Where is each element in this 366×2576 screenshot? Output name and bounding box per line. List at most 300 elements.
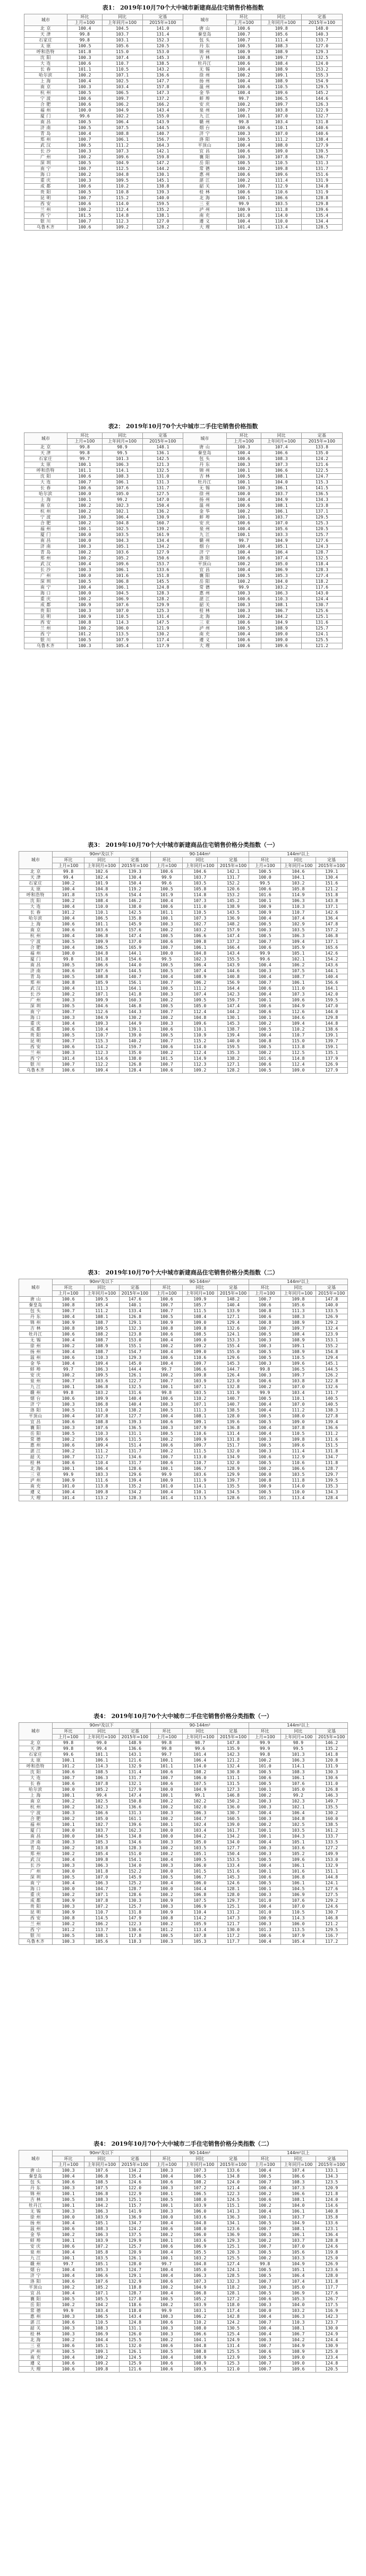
city-cell: 温 州 — [183, 503, 226, 509]
city-cell: 大 连 — [19, 1775, 53, 1781]
index-value: 104.7 — [84, 1886, 119, 1892]
index-value: 130.7 — [217, 1810, 249, 1816]
index-value: 106.6 — [281, 1466, 316, 1472]
city-cell: 广 州 — [24, 155, 67, 160]
index-value: 104.1 — [182, 2337, 217, 2343]
index-value: 124.2 — [119, 2226, 151, 2232]
index-value: 100.6 — [249, 1775, 281, 1781]
index-value: 100.2 — [226, 579, 261, 585]
index-value: 153.2 — [217, 892, 249, 898]
index-value: 129.3 — [217, 2238, 249, 2244]
index-value: 100.3 — [226, 462, 261, 468]
city-cell: 西 宁 — [19, 1056, 53, 1062]
index-value: 144.0 — [119, 963, 151, 968]
index-value: 132.3 — [217, 2279, 249, 2285]
index-value: 137.1 — [316, 904, 347, 910]
index-value: 151.0 — [119, 1851, 151, 1857]
index-value: 100.1 — [53, 1758, 84, 1764]
index-value: 100.3 — [53, 2209, 84, 2215]
city-cell: 金 华 — [19, 1361, 53, 1367]
index-value: 100.0 — [151, 2215, 183, 2221]
index-value: 145.3 — [217, 1361, 249, 1367]
index-value: 139.3 — [142, 190, 183, 195]
index-value: 99.4 — [53, 875, 84, 881]
table-row — [19, 1056, 347, 1062]
index-value: 101.4 — [151, 1495, 183, 1501]
index-value: 107.4 — [261, 445, 302, 450]
city-cell: 牡丹江 — [183, 61, 226, 67]
index-value: 100.6 — [53, 1770, 84, 1775]
table-row — [19, 1875, 347, 1881]
index-value: 109.7 — [102, 96, 142, 102]
table-row — [19, 1490, 347, 1495]
index-value: 108.1 — [261, 602, 302, 608]
index-value: 99.9 — [53, 1472, 84, 1478]
index-value: 106.1 — [102, 567, 142, 573]
index-value: 135.2 — [316, 1746, 347, 1752]
index-value: 109.1 — [84, 2349, 119, 2355]
index-value: 103.3 — [84, 1472, 119, 1478]
index-value: 108.9 — [261, 49, 302, 55]
index-value: 117.2 — [217, 1933, 249, 1939]
index-value: 125.3 — [217, 2361, 249, 2367]
table-row — [19, 1869, 347, 1875]
index-value: 103.5 — [84, 2256, 119, 2262]
city-cell: 洛 阳 — [183, 137, 226, 143]
index-value: 100.4 — [53, 1414, 84, 1419]
index-value: 105.5 — [182, 2250, 217, 2256]
table-row — [24, 643, 342, 649]
table-row — [19, 1775, 347, 1781]
index-value: 100.5 — [249, 2355, 281, 2361]
index-value: 109.7 — [261, 102, 302, 108]
table-row — [19, 2337, 347, 2343]
index-value: 100.5 — [67, 120, 102, 125]
index-value: 100.5 — [249, 1332, 281, 1338]
index-value: 106.6 — [261, 468, 302, 474]
index-value: 100.6 — [53, 2367, 84, 2373]
index-value: 100.5 — [53, 1004, 84, 1009]
index-value: 100.5 — [67, 160, 102, 166]
table-row — [24, 125, 342, 131]
index-value: 132.9 — [316, 1863, 347, 1869]
table-row — [19, 869, 347, 875]
table-row — [24, 219, 342, 225]
index-value: 104.9 — [84, 1015, 119, 1021]
index-value: 106.0 — [182, 2232, 217, 2238]
index-value: 153.0 — [316, 1857, 347, 1863]
index-value: 100.4 — [249, 2168, 281, 2174]
column-group-header: 环比 — [151, 1285, 183, 1291]
index-value: 100.2 — [151, 1437, 183, 1443]
index-value: 121.4 — [217, 2186, 249, 2191]
index-value: 100.1 — [53, 1793, 84, 1799]
index-value: 109.7 — [281, 1326, 316, 1332]
base-period-header: 2015年=100 — [119, 2162, 151, 2168]
index-value: 100.8 — [151, 1916, 183, 1922]
index-value: 104.9 — [102, 108, 142, 114]
index-value: 107.4 — [182, 992, 217, 998]
index-value: 109.6 — [281, 998, 316, 1004]
index-value: 100.6 — [53, 2180, 84, 2186]
index-value: 132.3 — [119, 1326, 151, 1332]
index-value: 127.6 — [302, 538, 342, 544]
index-value: 139.4 — [316, 1419, 347, 1425]
index-value: 100.3 — [226, 486, 261, 491]
index-value: 131.7 — [316, 1390, 347, 1396]
index-value: 106.3 — [102, 462, 142, 468]
index-value: 117.5 — [316, 2302, 347, 2308]
index-value: 100.5 — [151, 933, 183, 939]
index-value: 138.2 — [119, 1408, 151, 1414]
table-row — [19, 2250, 347, 2256]
index-value: 131.4 — [119, 1770, 151, 1775]
index-value: 151.6 — [217, 1869, 249, 1875]
table-row — [19, 1752, 347, 1758]
index-value: 100.3 — [151, 1810, 183, 1816]
index-value: 100.0 — [249, 1472, 281, 1478]
city-cell: 南 充 — [183, 632, 226, 637]
index-value: 106.9 — [84, 2332, 119, 2337]
index-value: 136.8 — [217, 1425, 249, 1431]
index-value: 107.6 — [102, 486, 142, 491]
index-value: 99.8 — [249, 1752, 281, 1758]
index-value: 143.2 — [142, 67, 183, 73]
index-value: 100.4 — [53, 2221, 84, 2226]
table-row — [19, 1068, 347, 1074]
column-group-header: 同比 — [281, 2156, 316, 2162]
table-row — [19, 1402, 347, 1408]
city-cell: 唐 山 — [19, 2168, 53, 2174]
index-value: 159.5 — [142, 201, 183, 207]
column-group-header: 同比 — [84, 1729, 119, 1735]
index-value: 100.2 — [151, 1449, 183, 1455]
table-row — [19, 957, 347, 963]
city-cell: 南 昌 — [19, 963, 53, 968]
table-row — [19, 2232, 347, 2238]
index-value: 103.6 — [182, 2238, 217, 2244]
city-cell: 青 岛 — [24, 550, 67, 556]
table-row — [19, 968, 347, 974]
index-value: 124.0 — [217, 2180, 249, 2186]
index-value: 140.7 — [217, 1402, 249, 1408]
city-cell: 赣 州 — [183, 538, 226, 544]
index-value: 100.5 — [53, 974, 84, 980]
index-value: 100.1 — [53, 2191, 84, 2197]
index-value: 110.6 — [182, 1355, 217, 1361]
index-value: 102.1 — [281, 1805, 316, 1810]
table-row — [19, 1466, 347, 1472]
index-value: 125.7 — [302, 626, 342, 632]
city-cell: 常 德 — [183, 166, 226, 172]
index-value: 106.3 — [84, 1775, 119, 1781]
index-value: 100.4 — [249, 2332, 281, 2337]
index-value: 140.6 — [302, 131, 342, 137]
table-row — [24, 61, 342, 67]
index-value: 109.5 — [102, 178, 142, 184]
index-value: 100.5 — [151, 986, 183, 992]
index-value: 100.4 — [226, 567, 261, 573]
index-value: 99.9 — [53, 2308, 84, 2314]
index-value: 98.9 — [102, 445, 142, 450]
index-value: 100.4 — [53, 986, 84, 992]
city-cell: 哈尔滨 — [19, 916, 53, 922]
table-row — [19, 1764, 347, 1770]
index-value: 100.3 — [249, 1892, 281, 1898]
index-value: 100.7 — [249, 2226, 281, 2232]
index-value: 164.4 — [217, 986, 249, 992]
index-value: 116.9 — [316, 2308, 347, 2314]
index-value: 100.3 — [53, 2326, 84, 2332]
index-value: 138.2 — [217, 1056, 249, 1062]
index-value: 106.1 — [102, 480, 142, 486]
index-value: 100.8 — [151, 1326, 183, 1332]
index-value: 126.4 — [217, 1373, 249, 1379]
table-row — [19, 1015, 347, 1021]
index-value: 127.4 — [302, 573, 342, 579]
base-period-header: 上年同月=100 — [182, 1735, 217, 1740]
table-row — [19, 2244, 347, 2250]
index-value: 159.5 — [217, 1044, 249, 1050]
index-value: 100.5 — [67, 125, 102, 131]
column-group-header: 同比 — [182, 1729, 217, 1735]
index-value: 144.5 — [119, 968, 151, 974]
index-value: 138.5 — [217, 1408, 249, 1414]
base-period-header: 上月=100 — [249, 1291, 281, 1297]
table-row — [24, 195, 342, 201]
index-value: 125.5 — [302, 637, 342, 643]
index-value: 131.8 — [316, 2279, 347, 2285]
index-value: 100.6 — [53, 1355, 84, 1361]
index-value: 103.8 — [281, 1379, 316, 1384]
index-value: 101.2 — [151, 1927, 183, 1933]
index-value: 111.9 — [182, 1478, 217, 1484]
table-row — [19, 1816, 347, 1822]
index-value: 151.4 — [119, 1443, 151, 1449]
index-value: 134.8 — [302, 184, 342, 190]
table-row — [19, 1460, 347, 1466]
index-value: 100.6 — [53, 1781, 84, 1787]
index-value: 110.3 — [84, 1431, 119, 1437]
index-value: 104.3 — [281, 1834, 316, 1840]
index-value: 137.2 — [142, 96, 183, 102]
index-value: 104.0 — [261, 579, 302, 585]
index-value: 130.5 — [217, 2326, 249, 2332]
index-value: 115.3 — [302, 480, 342, 486]
table-row — [24, 608, 342, 614]
city-cell: 大 连 — [24, 61, 67, 67]
header-row-bases — [19, 863, 347, 869]
table-row — [19, 1834, 347, 1840]
index-value: 100.9 — [151, 1910, 183, 1916]
index-value: 114.8 — [182, 892, 217, 898]
table-row — [19, 1828, 347, 1834]
table-row — [19, 916, 347, 922]
city-cell: 厦 门 — [19, 957, 53, 963]
index-value: 100.4 — [249, 963, 281, 968]
index-value: 126.9 — [316, 2262, 347, 2267]
column-group-header: 环比 — [151, 2156, 183, 2162]
index-value: 105.0 — [261, 562, 302, 567]
table-row — [24, 614, 342, 620]
index-value: 100.7 — [249, 2343, 281, 2349]
city-cell: 扬 州 — [183, 79, 226, 84]
city-cell: 呼和浩特 — [19, 892, 53, 898]
index-value: 108.9 — [281, 1349, 316, 1355]
index-value: 123.5 — [316, 2180, 347, 2186]
index-value: 102.7 — [182, 922, 217, 928]
index-value: 105.2 — [281, 1851, 316, 1857]
index-value: 100.7 — [151, 980, 183, 986]
table-row — [19, 2285, 347, 2291]
index-value: 100.6 — [151, 1297, 183, 1303]
index-value: 109.6 — [281, 1443, 316, 1449]
index-value: 147.7 — [142, 79, 183, 84]
city-cell: 大 理 — [19, 1495, 53, 1501]
index-value: 100.4 — [249, 1863, 281, 1869]
city-cell: 安 庆 — [19, 1373, 53, 1379]
index-value: 144.0 — [316, 1009, 347, 1015]
index-value: 106.3 — [182, 1810, 217, 1816]
index-value: 100.5 — [249, 1770, 281, 1775]
index-value: 103.8 — [84, 1846, 119, 1851]
index-value: 100.6 — [226, 556, 261, 562]
index-value: 100.4 — [226, 67, 261, 73]
index-value: 100.6 — [53, 2320, 84, 2326]
index-value: 100.6 — [67, 61, 102, 67]
index-value: 103.5 — [182, 1390, 217, 1396]
base-period-header: 上年同月=100 — [281, 2162, 316, 2168]
index-value: 147.4 — [217, 1004, 249, 1009]
index-value: 101.2 — [53, 1927, 84, 1933]
index-value: 150.8 — [119, 1799, 151, 1805]
index-value: 129.9 — [119, 2238, 151, 2244]
index-value: 101.0 — [249, 1764, 281, 1770]
column-group-header: 同比 — [84, 857, 119, 863]
index-value: 140.4 — [316, 974, 347, 980]
index-value: 100.4 — [249, 1408, 281, 1414]
index-value: 106.3 — [281, 1758, 316, 1764]
index-value: 108.5 — [84, 2180, 119, 2186]
index-value: 128.0 — [316, 2273, 347, 2279]
index-value: 110.5 — [261, 160, 302, 166]
city-cell: 济 宁 — [19, 1402, 53, 1408]
index-value: 124.1 — [316, 1881, 347, 1886]
index-value: 139.2 — [142, 526, 183, 532]
index-value: 136.6 — [142, 73, 183, 79]
index-value: 151.8 — [316, 892, 347, 898]
index-value: 110.2 — [182, 2320, 217, 2326]
index-value: 99.5 — [249, 881, 281, 887]
index-value: 143.6 — [316, 963, 347, 968]
table-row — [19, 2203, 347, 2209]
index-value: 129.6 — [217, 1355, 249, 1361]
index-value: 110.5 — [182, 910, 217, 916]
index-value: 123.9 — [316, 1332, 347, 1338]
city-cell: 太 原 — [24, 44, 67, 49]
index-value: 104.6 — [281, 869, 316, 875]
index-value: 105.1 — [84, 2343, 119, 2349]
index-value: 100.7 — [151, 945, 183, 951]
index-value: 100.7 — [67, 137, 102, 143]
index-value: 100.9 — [53, 1898, 84, 1904]
index-value: 108.5 — [84, 1770, 119, 1775]
index-value: 100.1 — [226, 468, 261, 474]
index-value: 100.2 — [226, 509, 261, 515]
index-value: 104.2 — [182, 1834, 217, 1840]
index-value: 101.0 — [249, 1898, 281, 1904]
table-row — [24, 637, 342, 643]
index-value: 128.9 — [217, 1466, 249, 1472]
index-value: 104.9 — [281, 2262, 316, 2267]
city-cell: 哈尔滨 — [19, 1787, 53, 1793]
city-cell: 济 南 — [24, 125, 67, 131]
index-value: 100.9 — [53, 1910, 84, 1916]
index-value: 100.5 — [151, 1431, 183, 1437]
index-value: 100.5 — [249, 1396, 281, 1402]
index-value: 131.9 — [217, 1390, 249, 1396]
index-value: 100.3 — [151, 1863, 183, 1869]
index-value: 103.5 — [281, 928, 316, 933]
index-value: 100.9 — [249, 1916, 281, 1922]
index-value: 103.2 — [261, 585, 302, 591]
index-value: 100.0 — [67, 532, 102, 538]
index-value: 100.9 — [67, 614, 102, 620]
index-value: 138.7 — [217, 1027, 249, 1033]
index-value: 132.5 — [119, 1384, 151, 1390]
city-cell: 惠 州 — [19, 2314, 53, 2320]
index-value: 140.4 — [119, 1396, 151, 1402]
index-value: 100.4 — [249, 2326, 281, 2332]
table-row — [24, 474, 342, 480]
index-value: 99.8 — [53, 1740, 84, 1746]
city-cell: 青 岛 — [24, 131, 67, 137]
city-cell: 哈尔滨 — [24, 73, 67, 79]
index-value: 114.1 — [281, 1764, 316, 1770]
column-group-header: 同比 — [182, 857, 217, 863]
index-value: 108.1 — [281, 2226, 316, 2232]
table-row — [24, 620, 342, 626]
index-value: 99.7 — [226, 538, 261, 544]
index-value: 135.0 — [302, 450, 342, 456]
index-value: 145.0 — [119, 1361, 151, 1367]
index-value: 111.2 — [84, 1308, 119, 1314]
index-value: 140.8 — [217, 974, 249, 980]
index-value: 100.7 — [226, 184, 261, 190]
index-value: 142.6 — [316, 951, 347, 957]
index-value: 103.5 — [182, 881, 217, 887]
index-table — [24, 14, 343, 231]
index-value: 103.6 — [182, 1472, 217, 1478]
index-value: 113.7 — [84, 1927, 119, 1933]
city-cell: 湛 江 — [19, 2320, 53, 2326]
base-period-header: 2015年=100 — [217, 1735, 249, 1740]
index-value: 100.4 — [249, 1425, 281, 1431]
index-value: 100.6 — [249, 887, 281, 892]
index-value: 100.6 — [151, 1419, 183, 1425]
index-value: 136.0 — [217, 1805, 249, 1810]
index-value: 100.2 — [151, 1846, 183, 1851]
index-value: 102.5 — [102, 79, 142, 84]
index-value: 112.2 — [84, 1062, 119, 1068]
index-value: 137.0 — [119, 939, 151, 945]
index-value: 129.2 — [316, 1320, 347, 1326]
index-value: 114.2 — [182, 1916, 217, 1922]
index-value: 108.0 — [182, 2326, 217, 2332]
table-row — [24, 184, 342, 190]
table-row — [19, 875, 347, 881]
index-value: 100.3 — [249, 1922, 281, 1927]
